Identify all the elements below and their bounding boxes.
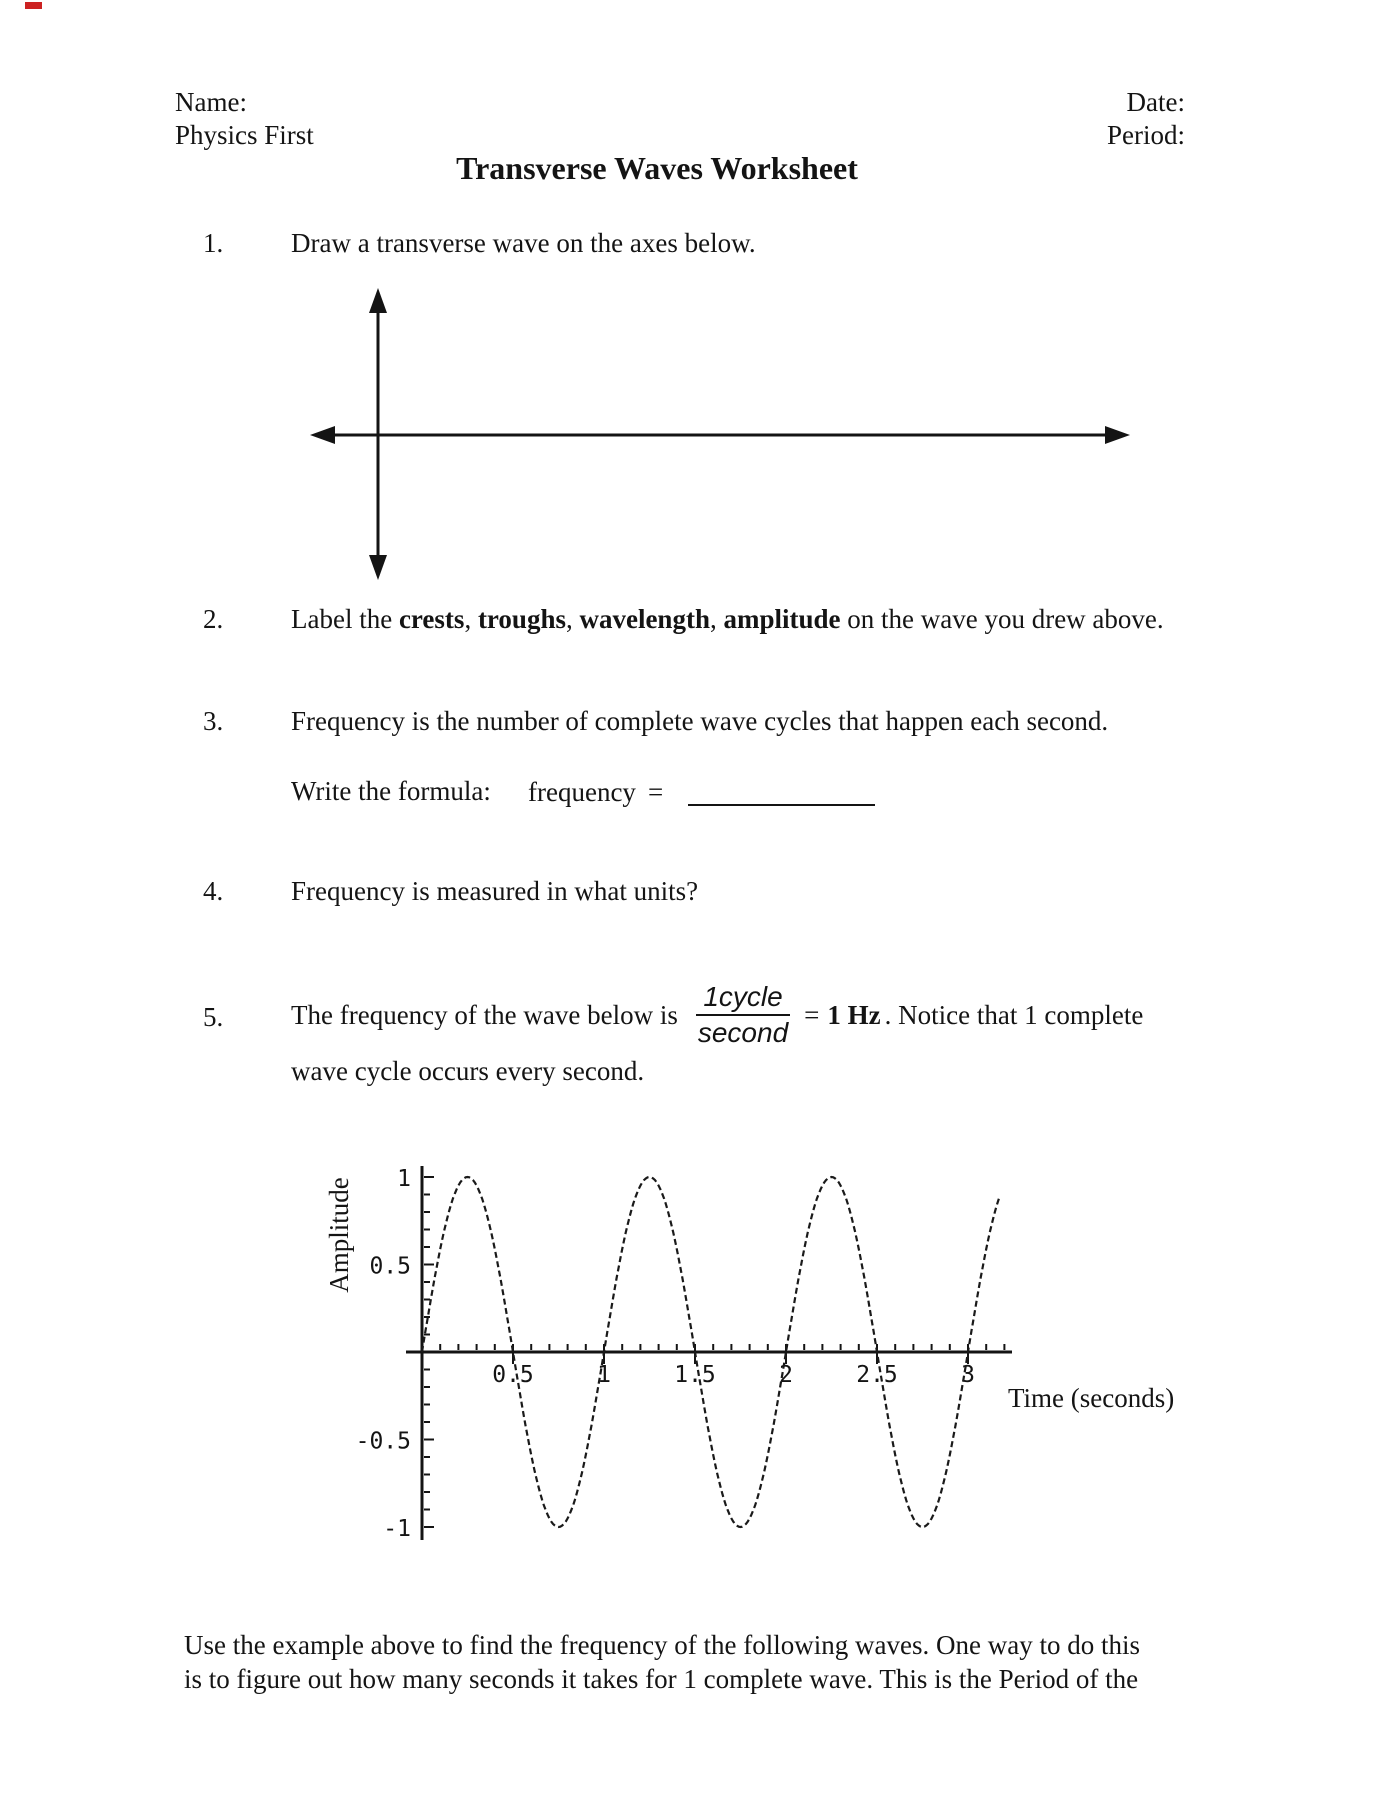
x-axis-label: Time (seconds)	[1008, 1383, 1175, 1413]
question-2-text: Label the crests, troughs, wavelength, amplitude on the wave you drew above.	[291, 604, 1164, 634]
footer-paragraph	[184, 1628, 1140, 1696]
formula-prompt: Write the formula:	[291, 776, 491, 806]
up-arrowhead-icon	[369, 288, 387, 313]
q5-result: 1 Hz	[827, 999, 881, 1030]
question-3-number: 3.	[203, 706, 224, 736]
scan-artifact-mark	[25, 2, 42, 9]
question-5-number: 5.	[203, 1002, 224, 1032]
svg-text:2.5: 2.5	[856, 1362, 898, 1388]
question-5-line1	[291, 980, 1143, 1050]
svg-text:3: 3	[961, 1362, 975, 1388]
q5-fraction-numerator: 1cycle	[696, 982, 789, 1016]
svg-text:-0.5: -0.5	[355, 1428, 411, 1455]
graph-tick-labels	[356, 1166, 975, 1542]
header-left	[175, 86, 314, 152]
q5-text-after: . Notice that 1 complete	[884, 999, 1144, 1030]
svg-text:-1: -1	[383, 1516, 411, 1542]
svg-text:2: 2	[779, 1362, 793, 1388]
question-2-number: 2.	[203, 604, 224, 634]
question-4-number: 4.	[203, 876, 224, 906]
course-label: Physics First	[175, 120, 314, 150]
right-arrowhead-icon	[1105, 426, 1130, 444]
footer-line-2: is to figure out how many seconds it takes for 1 complete wave. This is the Period of the	[184, 1664, 1139, 1694]
period-label: Period:	[1107, 120, 1185, 150]
date-label: Date:	[1126, 87, 1185, 117]
blank-axes-figure	[280, 260, 1160, 600]
q5-fraction	[694, 982, 792, 1048]
left-arrowhead-icon	[310, 426, 335, 444]
question-3-text: Frequency is the number of complete wave cycles that happen each second.	[291, 706, 1109, 736]
question-1-text: Draw a transverse wave on the axes below.	[291, 228, 756, 258]
header-right	[1107, 86, 1185, 152]
footer-line-1: Use the example above to find the frequency of the following waves. One way to do this	[184, 1630, 1140, 1660]
formula-lhs: frequency	[528, 777, 636, 807]
svg-text:1.5: 1.5	[674, 1362, 716, 1388]
svg-text:0.5: 0.5	[369, 1253, 411, 1280]
y-axis-label: Amplitude	[324, 1177, 354, 1293]
down-arrowhead-icon	[369, 555, 387, 580]
formula-equals: =	[648, 777, 664, 807]
name-label: Name:	[175, 87, 247, 117]
sine-wave-graph	[300, 1140, 1240, 1570]
page-title: Transverse Waves Worksheet	[456, 150, 858, 186]
q5-text-before: The frequency of the wave below is	[291, 999, 678, 1030]
question-4-text: Frequency is measured in what units?	[291, 876, 699, 906]
question-1-number: 1.	[203, 228, 224, 258]
svg-text:0.5: 0.5	[492, 1362, 534, 1388]
formula-answer-blank	[688, 776, 875, 806]
svg-text:1: 1	[397, 1166, 411, 1192]
svg-text:1: 1	[597, 1362, 611, 1388]
question-5-line2: wave cycle occurs every second.	[291, 1056, 645, 1086]
q5-equals: =	[804, 999, 820, 1030]
q5-fraction-denominator: second	[697, 1017, 789, 1048]
